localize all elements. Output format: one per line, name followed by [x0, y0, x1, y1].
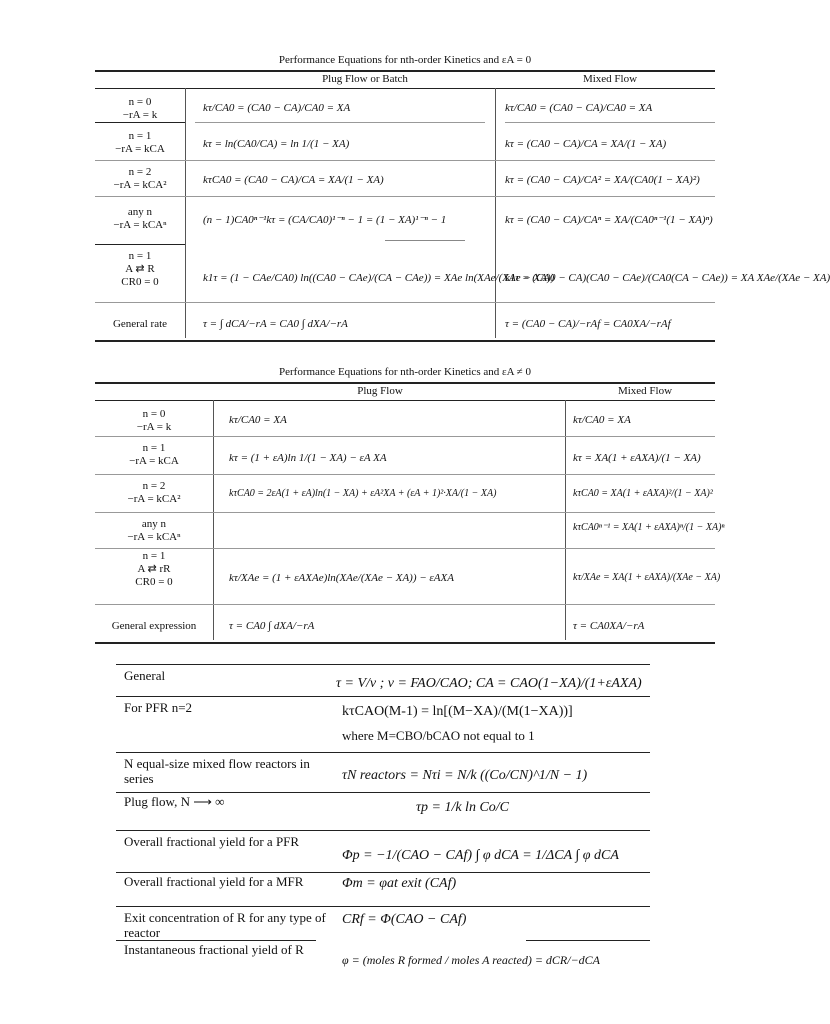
case-label: General rate — [112, 318, 168, 330]
case-label: General expression — [111, 620, 197, 632]
plug-equation: τ = ∫ dCA/−rA = CA0 ∫ dXA/−rA — [203, 318, 348, 330]
row-equation: Φp = −1/(CAO − CAf) ∫ φ dCA = 1/ΔCA ∫ φ dCA — [342, 848, 619, 863]
column-header-mixed: Mixed Flow — [582, 73, 638, 85]
row-equation: τN reactors = Nτi = N/k ((Co/CN)^1/N − 1) — [342, 768, 588, 783]
row-label: N equal-size mixed flow reactors in series — [124, 756, 310, 786]
mixed-equation: kτCA0ⁿ⁻¹ = XA(1 + εAXA)ⁿ/(1 − XA)ⁿ — [573, 522, 725, 533]
mixed-equation: kτ/CA0 = XA — [573, 414, 631, 426]
case-label: any n −rA = kCAⁿ — [127, 518, 181, 543]
table-epsilon-nonzero — [95, 362, 725, 652]
row-label: Exit concentration of R for any type of reactor — [124, 910, 326, 940]
plug-equation: kτ/CA0 = (CA0 − CA)/CA0 = XA — [203, 102, 351, 114]
case-label: any n −rA = kCAⁿ — [113, 206, 167, 231]
mixed-equation: kτ = (CA0 − CA)/CAⁿ = XA/(CA0ⁿ⁻¹(1 − XA)ⁿ) — [505, 214, 713, 226]
table-title: Performance Equations for nth-order Kinetics and εA = 0 — [278, 54, 532, 66]
mixed-equation: kτ = XA(1 + εAXA)/(1 − XA) — [573, 452, 701, 464]
mixed-equation: kτ = (CA0 − CA)/CA = XA/(1 − XA) — [505, 138, 667, 150]
plug-equation: (n − 1)CA0ⁿ⁻¹kτ = (CA/CA0)¹⁻ⁿ − 1 = (1 − XA)¹⁻ⁿ − 1 — [203, 214, 447, 226]
mixed-equation: kτ/XAe = XA(1 + εAXA)/(XAe − XA) — [573, 572, 721, 583]
case-label: n = 2 −rA = kCA² — [113, 166, 167, 191]
row-equation: CRf = Φ(CAO − CAf) — [342, 912, 467, 927]
row-label: General — [124, 668, 166, 683]
plug-equation: kτ/XAe = (1 + εAXAe)ln(XAe/(XAe − XA)) − εAXA — [229, 572, 454, 584]
row-label: Instantaneous fractional yield of R — [124, 942, 304, 957]
row-label: Overall fractional yield for a PFR — [124, 834, 300, 849]
mixed-equation: τ = CA0XA/−rA — [573, 620, 645, 632]
plug-equation: k1τ = (1 − CAe/CA0) ln((CA0 − CAe)/(CA − CAe)) = XAe ln(XAe/(XAe − XA)) — [203, 272, 555, 284]
row-label: Overall fractional yield for a MFR — [124, 874, 304, 889]
plug-equation: kτ/CA0 = XA — [229, 414, 287, 426]
case-label: n = 1 A ⇄ R CR0 = 0 — [121, 250, 159, 288]
case-label: n = 1 −rA = kCA — [129, 442, 179, 467]
case-label: n = 1 A ⇄ rR CR0 = 0 — [135, 550, 173, 588]
case-label: n = 2 −rA = kCA² — [127, 480, 181, 505]
mixed-equation: τ = (CA0 − CA)/−rAf = CA0XA/−rAf — [505, 318, 671, 330]
column-header-mixed: Mixed Flow — [617, 385, 673, 397]
column-header-plug: Plug Flow or Batch — [322, 73, 408, 85]
case-label: n = 0 −rA = k — [136, 408, 172, 433]
row-label: Plug flow, N ⟶ ∞ — [124, 794, 225, 809]
case-label: n = 1 −rA = kCA — [115, 130, 165, 155]
row-label: For PFR n=2 — [124, 700, 193, 715]
plug-equation: kτ = (1 + εA)ln 1/(1 − XA) − εA XA — [229, 452, 387, 464]
row-equation: τ = V/v ; v = FAO/CAO; CA = CAO(1−XA)/(1+εAXA) — [336, 676, 642, 691]
table-title: Performance Equations for nth-order Kinetics and εA ≠ 0 — [279, 366, 531, 378]
row-note: where M=CBO/bCAO not equal to 1 — [342, 728, 535, 743]
mixed-equation: k1τ = (CA0 − CA)(CA0 − CAe)/(CA0(CA − CAe)) = XA XAe/(XAe − XA) — [505, 272, 830, 284]
row-equation: φ = (moles R formed / moles A reacted) = dCR/−dCA — [342, 953, 601, 967]
summary-table — [116, 664, 650, 984]
row-equation: kτCAO(M-1) = ln[(M−XA)/(M(1−XA))] — [342, 704, 573, 719]
row-equation: Φm = φat exit (CAf) — [342, 876, 457, 891]
column-header-plug: Plug Flow — [357, 385, 403, 397]
plug-equation: kτCA0 = (CA0 − CA)/CA = XA/(1 − XA) — [203, 174, 384, 186]
case-label: n = 0 −rA = k — [122, 96, 158, 121]
table-epsilon-zero — [95, 50, 830, 350]
mixed-equation: kτ/CA0 = (CA0 − CA)/CA0 = XA — [505, 102, 653, 114]
plug-equation: kτCA0 = 2εA(1 + εA)ln(1 − XA) + εA²XA + (εA + 1)²·XA/(1 − XA) — [229, 488, 497, 499]
mixed-equation: kτCA0 = XA(1 + εAXA)²/(1 − XA)² — [573, 488, 713, 499]
plug-equation: kτ = ln(CA0/CA) = ln 1/(1 − XA) — [203, 138, 350, 150]
mixed-equation: kτ = (CA0 − CA)/CA² = XA/(CA0(1 − XA)²) — [505, 174, 700, 186]
row-equation: τp = 1/k ln Co/C — [416, 800, 510, 815]
plug-equation: τ = CA0 ∫ dXA/−rA — [229, 620, 315, 632]
